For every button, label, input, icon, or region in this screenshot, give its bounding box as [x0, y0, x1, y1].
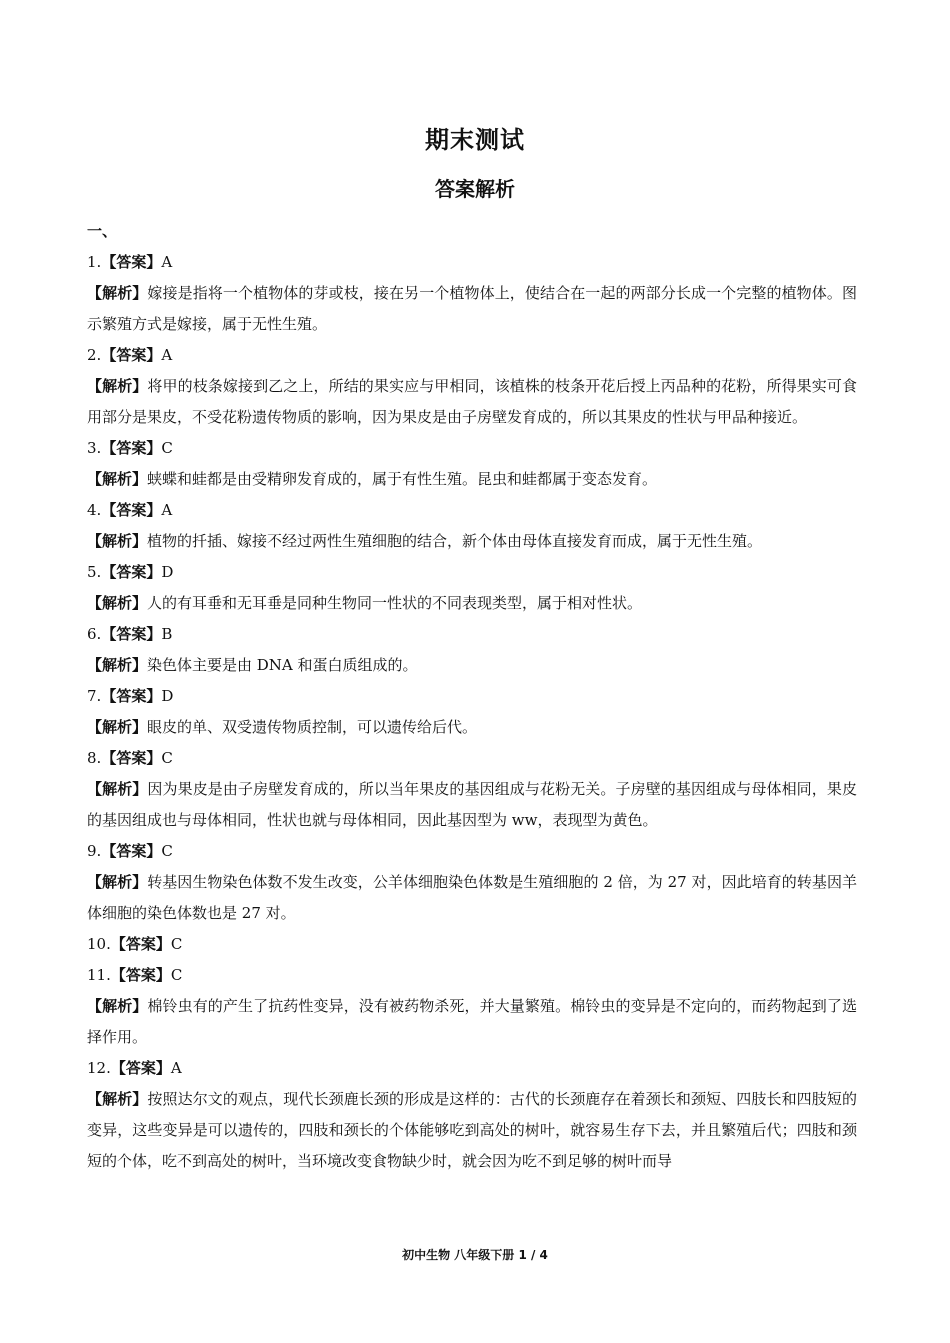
answer-value: A: [161, 501, 173, 519]
answer-item: [87, 929, 857, 960]
question-number: 2.: [87, 346, 102, 364]
answer-value: C: [161, 842, 173, 860]
explanation-text: 眼皮的单、双受遗传物质控制，可以遗传给后代。: [147, 718, 478, 736]
explanation-text: 棉铃虫有的产生了抗药性变异，没有被药物杀死，并大量繁殖。棉铃虫的变异是不定向的，而药物起到了选择作用。: [87, 997, 857, 1046]
explanation: [87, 1084, 857, 1177]
answer-line: [87, 433, 857, 464]
question-number: 5.: [87, 563, 102, 581]
question-number: 8.: [87, 749, 102, 767]
question-number: 4.: [87, 501, 102, 519]
answer-value: C: [161, 439, 173, 457]
answer-tag: 【答案】: [101, 346, 162, 364]
question-number: 6.: [87, 625, 102, 643]
answer-item: [87, 681, 857, 743]
explanation: [87, 464, 857, 495]
answer-item: [87, 557, 857, 619]
answer-tag: 【答案】: [101, 563, 162, 581]
answer-value: D: [161, 687, 174, 705]
answer-item: [87, 247, 857, 340]
explanation-tag: 【解析】: [87, 997, 148, 1015]
page-subtitle: 答案解析: [435, 177, 515, 201]
question-number: 12.: [87, 1059, 111, 1077]
explanation-text: 蛱蝶和蛙都是由受精卵发育成的，属于有性生殖。昆虫和蛙都属于变态发育。: [147, 470, 658, 488]
answer-tag: 【答案】: [101, 501, 162, 519]
answer-tag: 【答案】: [101, 842, 162, 860]
explanation: [87, 774, 857, 836]
answer-line: [87, 681, 857, 712]
answer-item: [87, 619, 857, 681]
answer-tag: 【答案】: [101, 749, 162, 767]
explanation: [87, 712, 857, 743]
explanation: [87, 867, 857, 929]
answer-item: [87, 340, 857, 433]
answer-tag: 【答案】: [101, 439, 162, 457]
answer-value: A: [170, 1059, 182, 1077]
explanation-text: 嫁接是指将一个植物体的芽或枝，接在另一个植物体上，使结合在一起的两部分长成一个完整的植物体。图示繁殖方式是嫁接，属于无性生殖。: [87, 284, 857, 333]
explanation-tag: 【解析】: [87, 1090, 148, 1108]
explanation: [87, 991, 857, 1053]
answer-value: B: [161, 625, 173, 643]
answer-value: A: [161, 253, 173, 271]
question-number: 9.: [87, 842, 102, 860]
explanation-text: 植物的扦插、嫁接不经过两性生殖细胞的结合，新个体由母体直接发育而成，属于无性生殖。: [147, 532, 763, 550]
explanation-text: 按照达尔文的观点，现代长颈鹿长颈的形成是这样的：古代的长颈鹿存在着颈长和颈短、四肢长和四肢短的变异，这些变异是可以遗传的，四肢和颈长的个体能够吃到高处的树叶，就容易生存下去，并且繁殖后代；四肢和颈短的个体，吃不到高处的树叶，当环境改变食物缺少时，就会因为吃不到足够的树叶而导: [87, 1090, 857, 1170]
explanation: [87, 588, 857, 619]
answer-tag: 【答案】: [101, 687, 162, 705]
page-title: 期末测试: [425, 126, 525, 154]
answer-line: [87, 929, 857, 960]
explanation-tag: 【解析】: [87, 780, 148, 798]
answer-line: [87, 247, 857, 278]
answer-list: [87, 247, 857, 1177]
answer-value: C: [170, 935, 183, 953]
answer-tag: 【答案】: [110, 1059, 171, 1077]
answer-value: A: [161, 346, 173, 364]
answer-tag: 【答案】: [101, 625, 162, 643]
answer-value: C: [161, 749, 173, 767]
answer-item: [87, 495, 857, 557]
explanation-text: 染色体主要是由 DNA 和蛋白质组成的。: [147, 656, 418, 674]
answer-line: [87, 960, 857, 991]
answer-line: [87, 340, 857, 371]
answer-item: [87, 960, 857, 1053]
explanation-text: 人的有耳垂和无耳垂是同种生物同一性状的不同表现类型，属于相对性状。: [147, 594, 643, 612]
answer-line: [87, 619, 857, 650]
question-number: 1.: [87, 253, 102, 271]
answer-item: [87, 1053, 857, 1177]
answer-line: [87, 743, 857, 774]
explanation-tag: 【解析】: [87, 656, 148, 674]
explanation-tag: 【解析】: [87, 594, 148, 612]
answer-tag: 【答案】: [101, 253, 162, 271]
explanation: [87, 526, 857, 557]
explanation-tag: 【解析】: [87, 377, 148, 395]
answer-value: D: [161, 563, 174, 581]
answer-line: [87, 836, 857, 867]
answer-line: [87, 495, 857, 526]
explanation-text: 转基因生物染色体数不发生改变，公羊体细胞染色体数是生殖细胞的 2 倍，为 27 对，因此培育的转基因羊体细胞的染色体数也是 27 对。: [87, 873, 857, 922]
answer-value: C: [170, 966, 183, 984]
explanation-tag: 【解析】: [87, 718, 148, 736]
explanation-text: 将甲的枝条嫁接到乙之上，所结的果实应与甲相同，该植株的枝条开花后授上丙品种的花粉，所得果实可食用部分是果皮，不受花粉遗传物质的影响，因为果皮是由子房壁发育成的，所以其果皮的性状与甲品种接近。: [87, 377, 857, 426]
page-footer: 初中生物 八年级下册 1 / 4: [402, 1248, 548, 1262]
explanation: [87, 371, 857, 433]
answer-line: [87, 1053, 857, 1084]
question-number: 7.: [87, 687, 102, 705]
explanation: [87, 650, 857, 681]
question-number: 3.: [87, 439, 102, 457]
answer-item: [87, 836, 857, 929]
explanation-text: 因为果皮是由子房壁发育成的，所以当年果皮的基因组成与花粉无关。子房壁的基因组成与母体相同，果皮的基因组成也与母体相同，性状也就与母体相同，因此基因型为 ww，表现型为黄色。: [87, 780, 857, 829]
explanation-tag: 【解析】: [87, 470, 148, 488]
answer-line: [87, 557, 857, 588]
answer-item: [87, 743, 857, 836]
section-label: 一、: [87, 222, 118, 240]
answer-tag: 【答案】: [110, 966, 171, 984]
question-number: 11.: [87, 966, 111, 984]
explanation-tag: 【解析】: [87, 284, 148, 302]
question-number: 10.: [87, 935, 111, 953]
answer-tag: 【答案】: [110, 935, 171, 953]
answer-item: [87, 433, 857, 495]
explanation-tag: 【解析】: [87, 532, 148, 550]
explanation-tag: 【解析】: [87, 873, 148, 891]
answer-content: [87, 216, 857, 1177]
explanation: [87, 278, 857, 340]
